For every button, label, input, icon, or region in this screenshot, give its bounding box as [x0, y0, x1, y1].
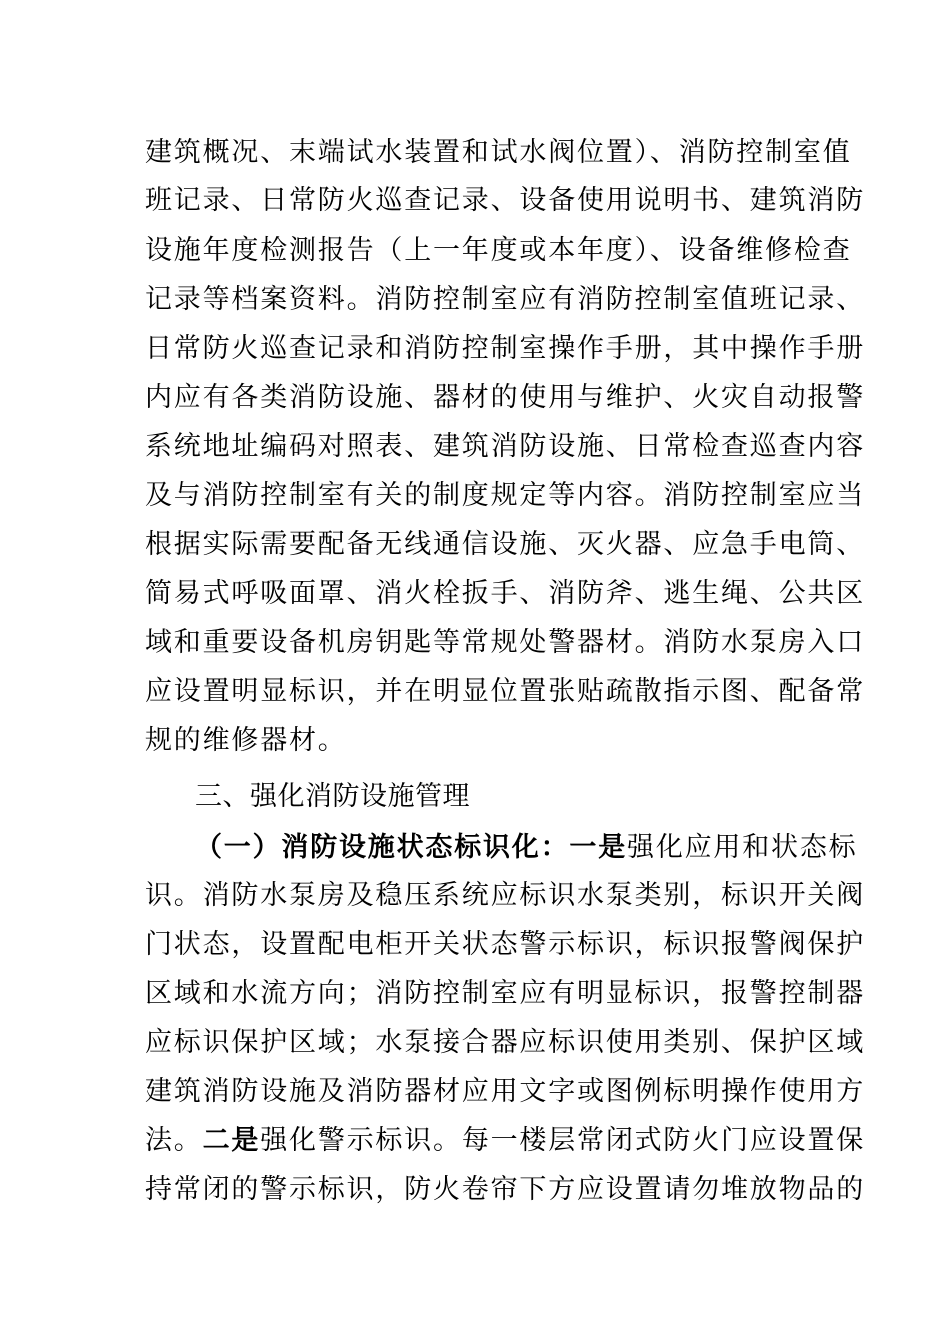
- paragraph-text: 强化警示标识。每一楼层常闭式防火门应设置保: [260, 1125, 866, 1156]
- paragraph-line: 内应有各类消防设施、器材的使用与维护、火灾自动报警: [145, 382, 865, 413]
- paragraph-line: 区域和水流方向；消防控制室应有明显标识，报警控制器: [145, 978, 865, 1009]
- paragraph-line: 门状态，设置配电柜开关状态警示标识，标识报警阀保护: [145, 929, 865, 960]
- paragraph-line: 建筑消防设施及消防器材应用文字或图例标明操作使用方: [145, 1076, 865, 1107]
- paragraph-first-line: [195, 828, 858, 868]
- paragraph-line: 应设置明显标识，并在明显位置张贴疏散指示图、配备常: [145, 676, 865, 707]
- paragraph-line: 识。消防水泵房及稳压系统应标识水泵类别，标识开关阀: [145, 880, 865, 911]
- paragraph-line: 持常闭的警示标识，防火卷帘下方应设置请勿堆放物品的: [145, 1174, 865, 1205]
- point-marker: 二是: [202, 1125, 261, 1156]
- paragraph-line: 建筑概况、末端试水装置和试水阀位置）、消防控制室值: [145, 137, 852, 168]
- paragraph-text: 法。: [145, 1125, 203, 1156]
- paragraph-line: 规的维修器材。: [145, 725, 347, 756]
- paragraph-line: 简易式呼吸面罩、消火栓扳手、消防斧、逃生绳、公共区: [145, 578, 865, 609]
- point-marker: 一是: [569, 832, 628, 863]
- paragraph-line: 系统地址编码对照表、建筑消防设施、日常检查巡查内容: [145, 431, 865, 462]
- paragraph-line: 根据实际需要配备无线通信设施、灭火器、应急手电筒、: [145, 529, 865, 560]
- paragraph-line: 及与消防控制室有关的制度规定等内容。消防控制室应当: [145, 480, 865, 511]
- section-heading: 三、强化消防设施管理: [195, 781, 470, 812]
- paragraph-text: 强化应用和状态标: [627, 832, 858, 863]
- paragraph-line: 记录等档案资料。消防控制室应有消防控制室值班记录、: [145, 284, 865, 315]
- paragraph-line: 域和重要设备机房钥匙等常规处警器材。消防水泵房入口: [145, 627, 865, 658]
- subsection-title: （一）消防设施状态标识化：: [195, 832, 570, 863]
- paragraph-line: 设施年度检测报告（上一年度或本年度）、设备维修检查: [145, 235, 852, 266]
- paragraph-line: 班记录、日常防火巡查记录、设备使用说明书、建筑消防: [145, 185, 865, 216]
- paragraph-line: [145, 1121, 866, 1161]
- paragraph-line: 应标识保护区域；水泵接合器应标识使用类别、保护区域: [145, 1027, 865, 1058]
- paragraph-line: 日常防火巡查记录和消防控制室操作手册，其中操作手册: [145, 333, 865, 364]
